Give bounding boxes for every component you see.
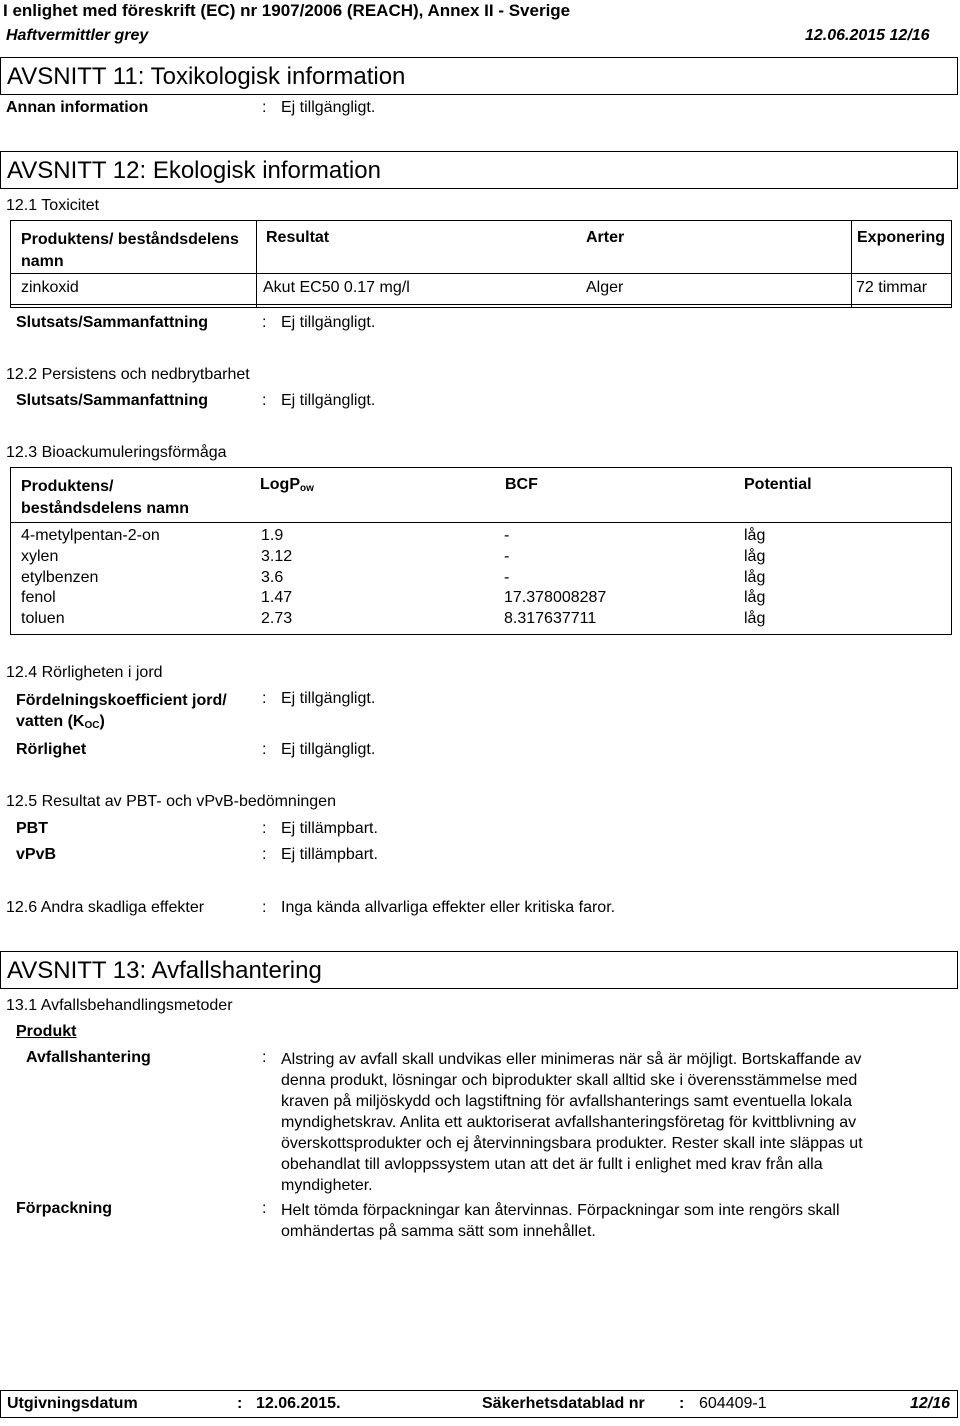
waste-label: Avfallshantering xyxy=(26,1049,151,1066)
vpvb-value: Ej tillämpbart. xyxy=(281,846,378,863)
waste-line: myndighetskrav. Anlita ett auktoriserat avfallshanteringsföretag för kvittblivning av xyxy=(281,1114,857,1131)
koc-label-line2 xyxy=(16,711,227,736)
toxicity-table xyxy=(10,220,952,308)
waste-line: Alstring av avfall skall undvikas eller minimeras när så är möjligt. Bortskaffande av xyxy=(281,1051,862,1068)
bio-col-potential xyxy=(744,526,765,630)
bio-logp: 1.9 xyxy=(261,527,284,544)
product-name: Haftvermittler grey xyxy=(6,27,149,44)
waste-line: myndigheter. xyxy=(281,1177,373,1194)
colon: : xyxy=(262,741,267,758)
tox-header-name: Produktens/ beståndsdelens namn xyxy=(21,231,239,270)
issue-date-value: 12.06.2015. xyxy=(256,1395,341,1412)
koc-label xyxy=(16,690,227,736)
bio-potential: låg xyxy=(744,610,766,628)
other-info-label: Annan information xyxy=(6,99,149,116)
bio-logp: 3.12 xyxy=(261,547,293,565)
bio-col-names xyxy=(21,526,160,630)
other-info-value: Ej tillgängligt. xyxy=(281,99,376,116)
sds-number-value: 604409-1 xyxy=(699,1395,767,1412)
tox-row-species: Alger xyxy=(586,279,624,296)
bio-potential: låg xyxy=(744,589,766,607)
persistence-title: 12.2 Persistens och nedbrytbarhet xyxy=(6,366,250,383)
colon: : xyxy=(262,899,267,916)
persistence-summary-label: Slutsats/Sammanfattning xyxy=(16,392,209,409)
tox-row-result: Akut EC50 0.17 mg/l xyxy=(263,279,410,296)
bio-header-name-2: beståndsdelens namn xyxy=(21,500,190,517)
tox-summary-label: Slutsats/Sammanfattning xyxy=(16,314,209,331)
mobility-title: 12.4 Rörligheten i jord xyxy=(6,664,163,681)
colon: : xyxy=(262,392,267,409)
bio-header-logp xyxy=(260,476,314,494)
koc-value: Ej tillgängligt. xyxy=(281,690,376,707)
vpvb-label: vPvB xyxy=(16,846,57,863)
bio-bcf: - xyxy=(504,568,510,586)
colon: : xyxy=(679,1395,685,1412)
mobility-value: Ej tillgängligt. xyxy=(281,741,376,758)
other-effects-title: 12.6 Andra skadliga effekter xyxy=(6,899,205,916)
bio-potential: låg xyxy=(744,568,766,586)
packaging-label: Förpackning xyxy=(16,1200,113,1217)
waste-line: denna produkt, lösningar och biprodukter skall alltid ske i överensstämmelse med xyxy=(281,1072,858,1089)
bio-name: xylen xyxy=(21,547,59,565)
bioaccumulation-title: 12.3 Bioackumuleringsförmåga xyxy=(6,444,227,461)
bio-header-potential: Potential xyxy=(744,476,812,493)
regulation-title: I enlighet med föreskrift (EC) nr 1907/2006 (REACH), Annex II - Sverige xyxy=(3,1,571,20)
section-13-heading: AVSNITT 13: Avfallshantering xyxy=(0,951,958,989)
tox-header-exposure: Exponering xyxy=(857,229,946,246)
page-number: 12/16 xyxy=(910,1395,951,1412)
bio-bcf: 8.317637711 xyxy=(504,610,597,628)
colon: : xyxy=(262,846,267,863)
pbt-title: 12.5 Resultat av PBT- och vPvB-bedömningen xyxy=(6,793,336,810)
tox-header-result: Resultat xyxy=(266,229,330,246)
bioaccumulation-table xyxy=(10,467,952,635)
toxicity-title: 12.1 Toxicitet xyxy=(6,197,100,214)
persistence-summary-value: Ej tillgängligt. xyxy=(281,392,376,409)
section-12-heading: AVSNITT 12: Ekologisk information xyxy=(0,151,958,189)
waste-line: kraven på miljöskydd och lagstiftning för avfallshanterings samt eventuella lokala xyxy=(281,1093,852,1110)
pbt-label: PBT xyxy=(16,820,48,837)
colon: : xyxy=(262,820,267,837)
colon: : xyxy=(262,690,267,707)
header-date-page: 12.06.2015 12/16 xyxy=(805,27,930,44)
bio-logp: 1.47 xyxy=(261,589,293,607)
bio-header-logp-text: LogP xyxy=(260,476,300,493)
bio-bcf: - xyxy=(504,547,510,565)
bio-col-bcf xyxy=(504,526,606,630)
packaging-line: Helt tömda förpackningar kan återvinnas. Förpackningar som inte rengörs skall xyxy=(281,1202,840,1219)
pbt-value: Ej tillämpbart. xyxy=(281,820,378,837)
bio-name: toluen xyxy=(21,610,65,628)
bio-name: etylbenzen xyxy=(21,568,99,586)
bio-logp: 3.6 xyxy=(261,568,284,586)
tox-header-species: Arter xyxy=(586,229,625,246)
bio-logp: 2.73 xyxy=(261,610,293,628)
bio-bcf: - xyxy=(504,527,510,544)
koc-sub: OC xyxy=(84,720,100,731)
document-footer xyxy=(0,1390,958,1418)
colon: : xyxy=(262,1200,267,1217)
koc-label-end: ) xyxy=(99,713,105,730)
issue-date-label: Utgivningsdatum xyxy=(7,1395,138,1412)
bio-header-name-1: Produktens/ xyxy=(21,478,114,495)
sds-number-label: Säkerhetsdatablad nr xyxy=(482,1395,645,1412)
packaging-text xyxy=(281,1200,941,1242)
colon: : xyxy=(262,99,267,116)
bio-bcf: 17.378008287 xyxy=(504,589,607,607)
bio-col-logp xyxy=(261,526,292,630)
koc-label-line1: Fördelningskoefficient jord/ xyxy=(16,692,227,709)
waste-line: obehandlat till avloppssystem utan att det är fullt i enlighet med krav från alla xyxy=(281,1156,823,1173)
packaging-line: omhändertas på samma sätt som innehållet. xyxy=(281,1223,596,1240)
waste-line: överskottsprodukter och ej återvinningsbara produkter. Rester skall inte släppas ut xyxy=(281,1135,863,1152)
colon: : xyxy=(262,314,267,331)
koc-label-text: vatten (K xyxy=(16,713,85,730)
section-11-heading: AVSNITT 11: Toxikologisk information xyxy=(0,57,958,95)
bio-header-logp-sub: ow xyxy=(300,483,314,494)
tox-summary-value: Ej tillgängligt. xyxy=(281,314,376,331)
waste-methods-title: 13.1 Avfallsbehandlingsmetoder xyxy=(6,997,233,1014)
product-label: Produkt xyxy=(16,1023,77,1040)
colon: : xyxy=(237,1395,243,1412)
bio-potential: låg xyxy=(744,527,766,544)
colon: : xyxy=(262,1049,267,1066)
tox-row-exposure: 72 timmar xyxy=(856,279,928,296)
mobility-label: Rörlighet xyxy=(16,741,87,758)
other-effects-value: Inga kända allvarliga effekter eller kritiska faror. xyxy=(281,899,616,916)
bio-name: fenol xyxy=(21,589,56,607)
waste-text xyxy=(281,1049,941,1196)
bio-header-bcf: BCF xyxy=(505,476,538,493)
bio-potential: låg xyxy=(744,547,766,565)
tox-row-name: zinkoxid xyxy=(21,279,79,296)
bio-name: 4-metylpentan-2-on xyxy=(21,527,160,544)
